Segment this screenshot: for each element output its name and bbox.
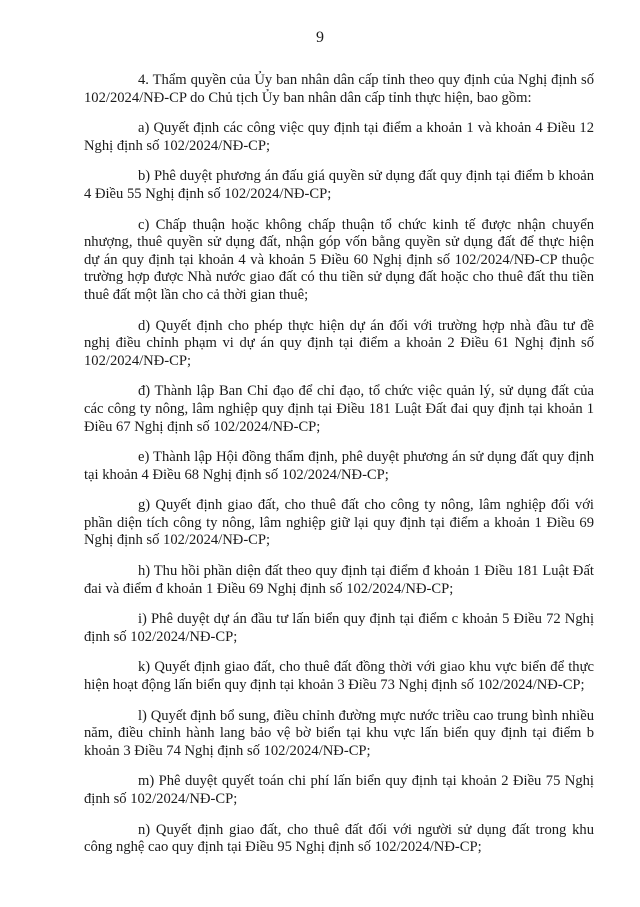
paragraph-item-c: c) Chấp thuận hoặc không chấp thuận tổ chức kinh tế được nhận chuyển nhượng, thuê quyền sử dụng đất, nhận góp vốn bằng quyền sử dụng đất để thực hiện dự án quy định tại khoản 4 và khoản 5 Điều 60 Nghị định số 102/2024/NĐ-CP thuộc trường hợp được Nhà nước giao đất có thu tiền sử dụng đất hoặc cho thuê đất thu tiền thuê đất một lần cho cả thời gian thuê; — [84, 216, 594, 303]
paragraph-item-e: e) Thành lập Hội đồng thẩm định, phê duyệt phương án sử dụng đất quy định tại khoản 4 Điều 68 Nghị định số 102/2024/NĐ-CP; — [84, 449, 594, 483]
paragraph-item-h: h) Thu hồi phần diện đất theo quy định tại điểm đ khoản 1 Điều 181 Luật Đất đai và điểm đ khoản 1 Điều 69 Nghị định số 102/2024/NĐ-CP; — [84, 563, 594, 597]
page-number: 9 — [316, 29, 324, 46]
paragraph-item-l: l) Quyết định bổ sung, điều chỉnh đường mực nước triều cao trung bình nhiều năm, điều chỉnh hành lang bảo vệ bờ biển tại khu vực lấn biển quy định tại điểm b khoản 3 Điều 74 Nghị định số 102/2024/NĐ-CP; — [84, 707, 594, 759]
paragraph-item-d: d) Quyết định cho phép thực hiện dự án đối với trường hợp nhà đầu tư đề nghị điều chỉnh phạm vi dự án quy định tại điểm a khoản 2 Điều 61 Nghị định số 102/2024/NĐ-CP; — [84, 317, 594, 369]
paragraph-item-b: b) Phê duyệt phương án đấu giá quyền sử dụng đất quy định tại điểm b khoản 4 Điều 55 Nghị định số 102/2024/NĐ-CP; — [84, 168, 594, 202]
paragraph-4-intro: 4. Thẩm quyền của Ủy ban nhân dân cấp tỉnh theo quy định của Nghị định số 102/2024/NĐ-CP do Chủ tịch Ủy ban nhân dân cấp tỉnh thực hiện, bao gồm: — [84, 72, 594, 106]
paragraph-item-i: i) Phê duyệt dự án đầu tư lấn biển quy định tại điểm c khoản 5 Điều 72 Nghị định số 102/2024/NĐ-CP; — [84, 611, 594, 645]
paragraph-item-g: g) Quyết định giao đất, cho thuê đất cho công ty nông, lâm nghiệp đối với phần diện tích công ty nông, lâm nghiệp giữ lại quy định tại điểm a khoản 1 Điều 69 Nghị định số 102/2024/NĐ-CP; — [84, 497, 594, 549]
paragraph-item-dd: đ) Thành lập Ban Chỉ đạo để chỉ đạo, tổ chức việc quản lý, sử dụng đất của các công ty nông, lâm nghiệp quy định tại Điều 181 Luật Đất đai quy định tại khoản 1 Điều 67 Nghị định số 102/2024/NĐ-CP; — [84, 383, 594, 435]
paragraph-item-k: k) Quyết định giao đất, cho thuê đất đồng thời với giao khu vực biển để thực hiện hoạt động lấn biển quy định tại khoản 3 Điều 73 Nghị định số 102/2024/NĐ-CP; — [84, 659, 594, 694]
paragraph-item-n: n) Quyết định giao đất, cho thuê đất đối với người sử dụng đất trong khu công nghệ cao quy định tại Điều 95 Nghị định số 102/2024/NĐ-CP; — [84, 821, 594, 856]
document-body — [84, 72, 594, 870]
paragraph-item-m: m) Phê duyệt quyết toán chi phí lấn biển quy định tại khoản 2 Điều 75 Nghị định số 102/2024/NĐ-CP; — [84, 773, 594, 807]
paragraph-item-a: a) Quyết định các công việc quy định tại điểm a khoản 1 và khoản 4 Điều 12 Nghị định số 102/2024/NĐ-CP; — [84, 120, 594, 154]
